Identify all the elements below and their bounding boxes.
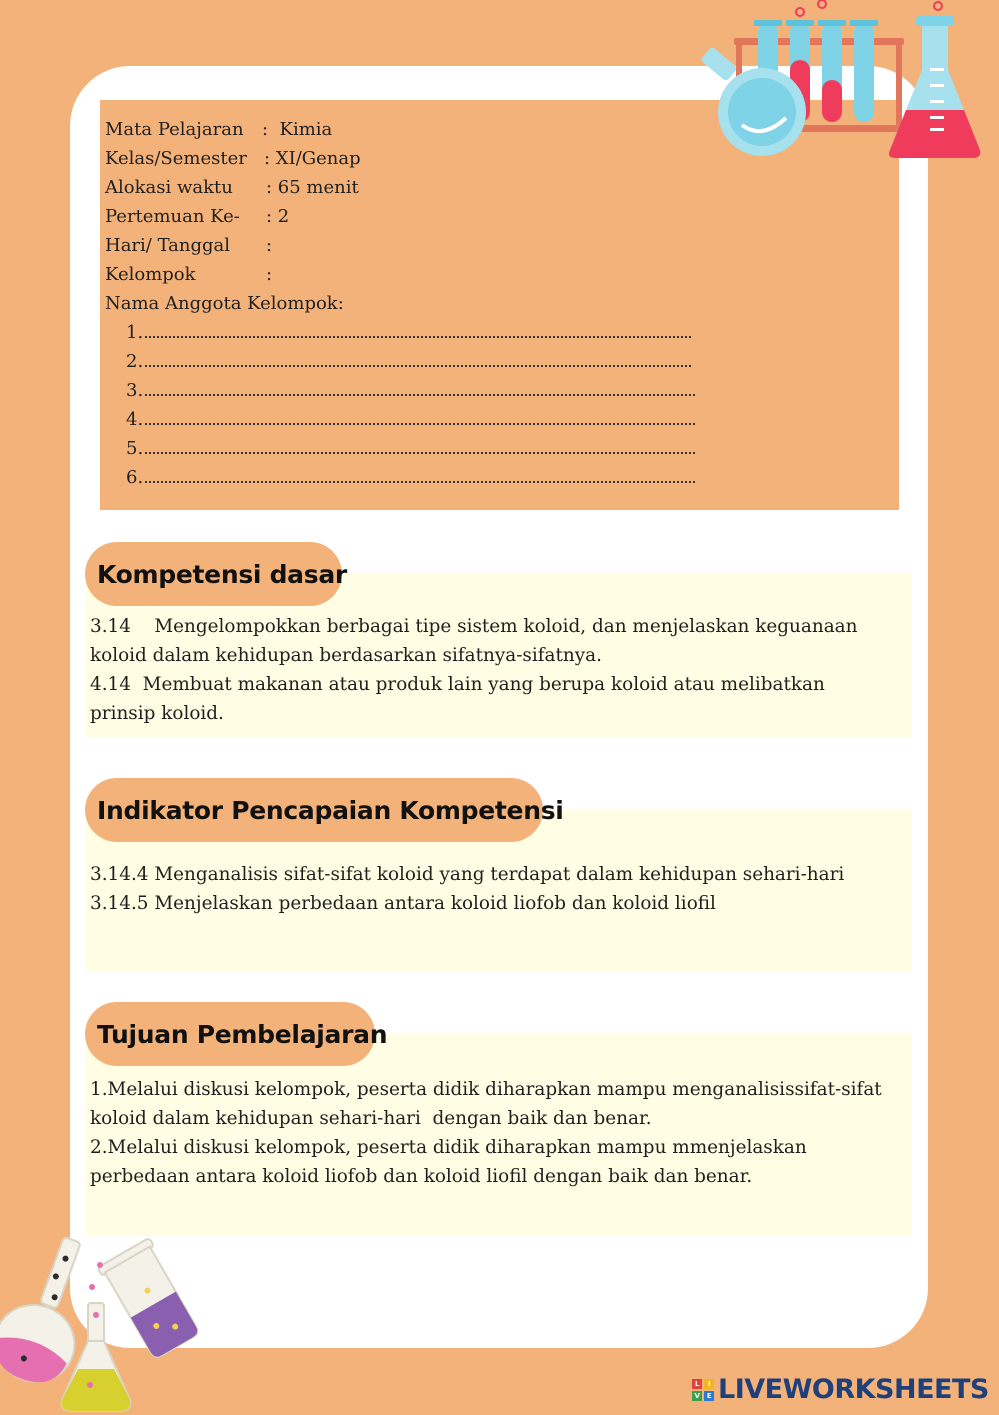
info-label: Mata Pelajaran <box>105 119 244 140</box>
member-field-4[interactable] <box>126 408 695 432</box>
member-field-2[interactable] <box>126 350 691 374</box>
kd-line-1: 3.14 Mengelompokkan berbagai tipe sistem koloid, dan menjelaskan keguanaan <box>90 616 858 637</box>
member-number: 5. <box>126 438 144 459</box>
info-label: Kelas/Semester <box>105 148 247 169</box>
lab-glassware-illustration <box>694 0 994 165</box>
tp-line-2: koloid dalam kehidupan sehari-hari dengan baik dan benar. <box>90 1108 652 1129</box>
brand-text: LIVEWORKSHEETS <box>718 1374 989 1405</box>
badge-letter: V <box>692 1391 702 1401</box>
info-row-time <box>105 176 359 200</box>
kd-line-2: koloid dalam kehidupan berdasarkan sifatnya-sifatnya. <box>90 645 602 666</box>
member-line[interactable] <box>145 351 691 367</box>
kd-title: Kompetensi dasar <box>85 542 342 606</box>
member-field-1[interactable] <box>126 321 691 345</box>
badge-letter: L <box>692 1379 702 1389</box>
info-row-meeting <box>105 205 290 229</box>
members-label: Nama Anggota Kelompok: <box>105 293 344 314</box>
info-value: : <box>266 235 273 256</box>
kd-line-4: prinsip koloid. <box>90 703 224 724</box>
ipk-line-1: 3.14.4 Menganalisis sifat-sifat koloid yang terdapat dalam kehidupan sehari-hari <box>90 864 845 885</box>
info-row-subject <box>105 118 333 142</box>
member-line[interactable] <box>145 409 695 425</box>
info-label: Hari/ Tanggal <box>105 235 231 256</box>
info-label: Pertemuan Ke- <box>105 206 240 227</box>
tp-title: Tujuan Pembelajaran <box>85 1002 375 1066</box>
info-label: Alokasi waktu <box>105 177 233 198</box>
liveworksheets-logo[interactable] <box>692 1374 989 1405</box>
member-line[interactable] <box>145 322 691 338</box>
info-row-group <box>105 263 273 287</box>
badge-letter: I <box>704 1379 714 1389</box>
info-value: : Kimia <box>262 119 333 140</box>
tp-line-1: 1.Melalui diskusi kelompok, peserta didik diharapkan mampu menganalisissifat-sifat <box>90 1079 882 1100</box>
badge-letter: E <box>704 1391 714 1401</box>
member-field-6[interactable] <box>126 466 695 490</box>
flasks-illustration <box>0 1235 200 1415</box>
tp-line-3: 2.Melalui diskusi kelompok, peserta didik diharapkan mampu mmenjelaskan <box>90 1137 807 1158</box>
info-row-class <box>105 147 361 171</box>
member-number: 3. <box>126 380 144 401</box>
member-line[interactable] <box>145 438 695 454</box>
info-value: : XI/Genap <box>264 148 361 169</box>
info-value: : 2 <box>266 206 290 227</box>
info-value: : <box>266 264 273 285</box>
member-number: 1. <box>126 322 144 343</box>
member-field-5[interactable] <box>126 437 695 461</box>
member-number: 2. <box>126 351 144 372</box>
liveworksheets-badge-icon <box>692 1379 714 1401</box>
member-field-3[interactable] <box>126 379 695 403</box>
info-value: : 65 menit <box>266 177 359 198</box>
member-number: 6. <box>126 467 144 488</box>
ipk-title: Indikator Pencapaian Kompetensi <box>85 778 543 842</box>
info-label: Kelompok <box>105 264 196 285</box>
member-line[interactable] <box>145 467 695 483</box>
tp-line-4: perbedaan antara koloid liofob dan koloid liofil dengan baik dan benar. <box>90 1166 753 1187</box>
member-number: 4. <box>126 409 144 430</box>
kd-line-3: 4.14 Membuat makanan atau produk lain yang berupa koloid atau melibatkan <box>90 674 825 695</box>
ipk-line-2: 3.14.5 Menjelaskan perbedaan antara koloid liofob dan koloid liofil <box>90 893 716 914</box>
info-row-date <box>105 234 273 258</box>
member-line[interactable] <box>145 380 695 396</box>
